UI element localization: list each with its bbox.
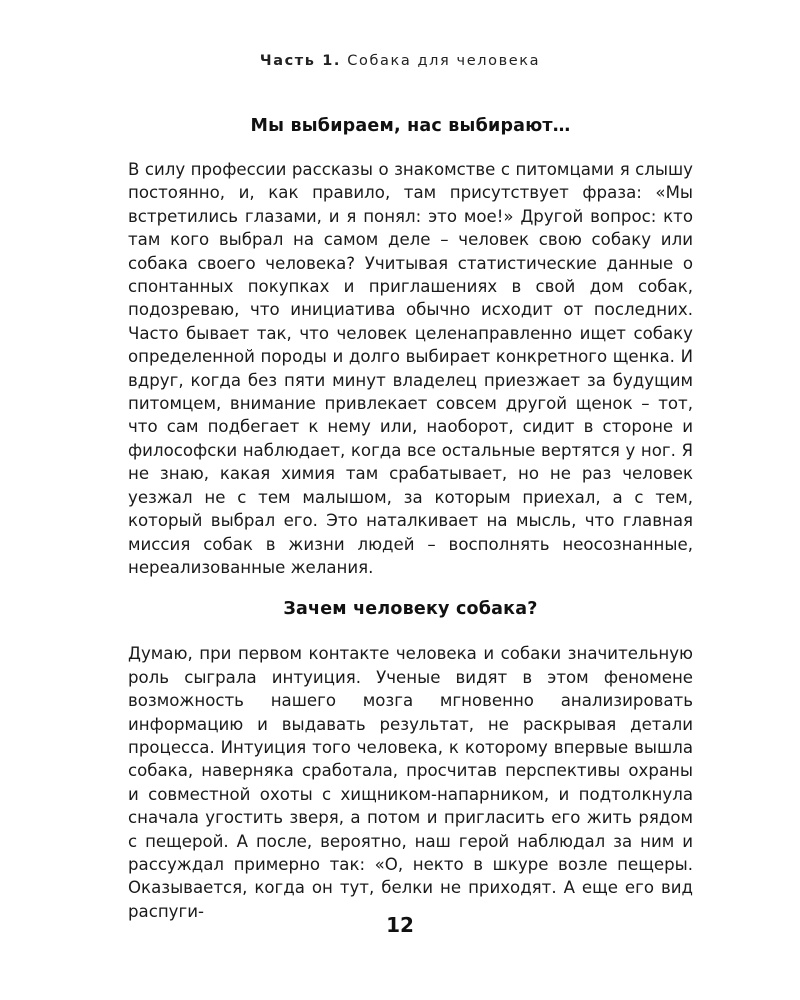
section-heading: Мы выбираем, нас выбирают… <box>250 116 571 136</box>
page-number: 12 <box>386 913 414 937</box>
section-heading: Зачем человеку собака? <box>283 599 538 620</box>
page-content <box>128 113 693 923</box>
part-label: Часть 1. <box>259 53 342 69</box>
part-title: Собака для человека <box>347 53 541 69</box>
section-paragraph: Думаю, при первом контакте человека и собаки значительную роль сыграла интуиция. Ученые видят в этом феномене возможность нашего мозга мгновенно анализировать информацию и выдавать результат, не раскрывая детали процесса. Интуиция того человека, к которому впервые вышла собака, наверняка сработала, просчитав перспективы охраны и совместной охоты с хищником-напарником, и подтолкнула сначала угостить зверя, а потом и пригласить его жить рядом с пещерой. А после, вероятно, наш герой наблюдал за ним и рассуждал примерно так: «О, некто в шкуре возле пещеры. Оказывается, когда он тут, белки не приходят. А еще его вид распуги- <box>128 644 693 921</box>
section-paragraph: В силу профессии рассказы о знакомстве с питомцами я слышу постоянно, и, как правило, там присутствует фраза: «Мы встретились глазами, и я понял: это мое!» Другой вопрос: кто там кого выбрал на самом деле – человек свою собаку или собака своего человека? Учитывая статистические данные о спонтанных покупках и приглашениях в свой дом собак, подозреваю, что инициатива обычно исходит от последних. Часто бывает так, что человек целенаправленно ищет собаку определенной породы и долго выбирает конкретного щенка. И вдруг, когда без пяти минут владелец приезжает за будущим питомцем, внимание привлекает совсем другой щенок – тот, что сам подбегает к нему или, наоборот, сидит в стороне и философски наблюдает, когда все остальные вертятся у ног. Я не знаю, какая химия там срабатывает, но не раз человек уезжал не с тем малышом, за которым приехал, а с тем, который выбрал его. Это наталкивает на мысль, что главная миссия собак в жизни людей – восполнять неосознанные, нереализованные желания. <box>128 160 693 577</box>
running-header <box>0 53 800 69</box>
